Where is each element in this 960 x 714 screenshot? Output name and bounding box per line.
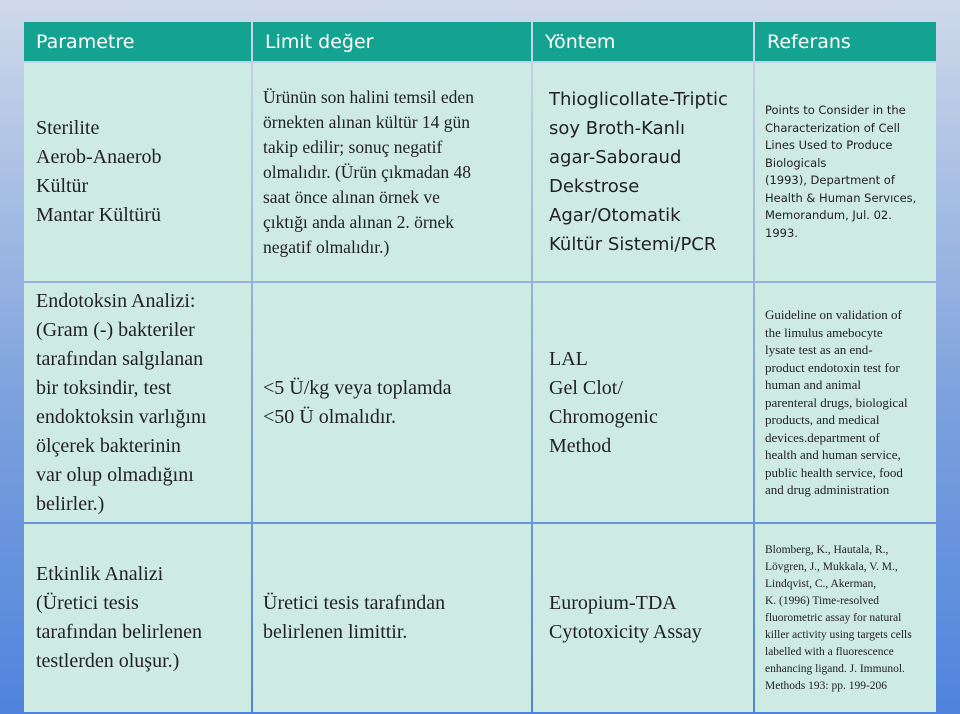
row2-parametre: Endotoksin Analizi: (Gram (-) bakteriler tarafından salgılanan bir toksindir, test endoktoksin varlığını ölçerek bakterinin var olup olmadığını belirler.) xyxy=(24,283,251,522)
header-limit: Limit değer xyxy=(253,22,531,61)
row3-parametre: Etkinlik Analizi (Üretici tesis tarafından belirlenen testlerden oluşur.) xyxy=(24,524,251,712)
row3-referans: Blomberg, K., Hautala, R., Lövgren, J., Mukkala, V. M., Lindqvist, C., Akerman, K. (1996) Time-resolved fluorometric assay for natural killer activity using targets cells labelled with a fluorescence enhancing ligand. J. Immunol. Methods 193: pp. 199-206 xyxy=(755,524,936,712)
row2-limit: <5 Ü/kg veya toplamda <50 Ü olmalıdır. xyxy=(253,283,531,522)
header-parametre: Parametre xyxy=(24,22,251,61)
row3-yontem: Europium-TDA Cytotoxicity Assay xyxy=(533,524,753,712)
header-referans: Referans xyxy=(755,22,936,61)
row2-yontem: LAL Gel Clot/ Chromogenic Method xyxy=(533,283,753,522)
row1-parametre: Sterilite Aerob-Anaerob Kültür Mantar Kültürü xyxy=(24,63,251,281)
row2-referans: Guideline on validation of the limulus amebocyte lysate test as an end- product endotoxin test for human and animal parenteral drugs, biological products, and medical devices.department of health and human service, public health service, food and drug administration xyxy=(755,283,936,522)
row1-referans: Points to Consider in the Characterization of Cell Lines Used to Produce Biologicals (1993), Department of Health & Human Servıces, Memorandum, Jul. 02. 1993. xyxy=(755,63,936,281)
header-yontem: Yöntem xyxy=(533,22,753,61)
row3-limit: Üretici tesis tarafından belirlenen limittir. xyxy=(253,524,531,712)
row1-yontem: Thioglicollate-Triptic soy Broth-Kanlı agar-Saboraud Dekstrose Agar/Otomatik Kültür Sistemi/PCR xyxy=(533,63,753,281)
data-table xyxy=(24,22,930,706)
row1-limit: Ürünün son halini temsil eden örnekten alınan kültür 14 gün takip edilir; sonuç negatif olmalıdır. (Ürün çıkmadan 48 saat önce alınan örnek ve çıktığı anda alınan 2. örnek negatif olmalıdır.) xyxy=(253,63,531,281)
